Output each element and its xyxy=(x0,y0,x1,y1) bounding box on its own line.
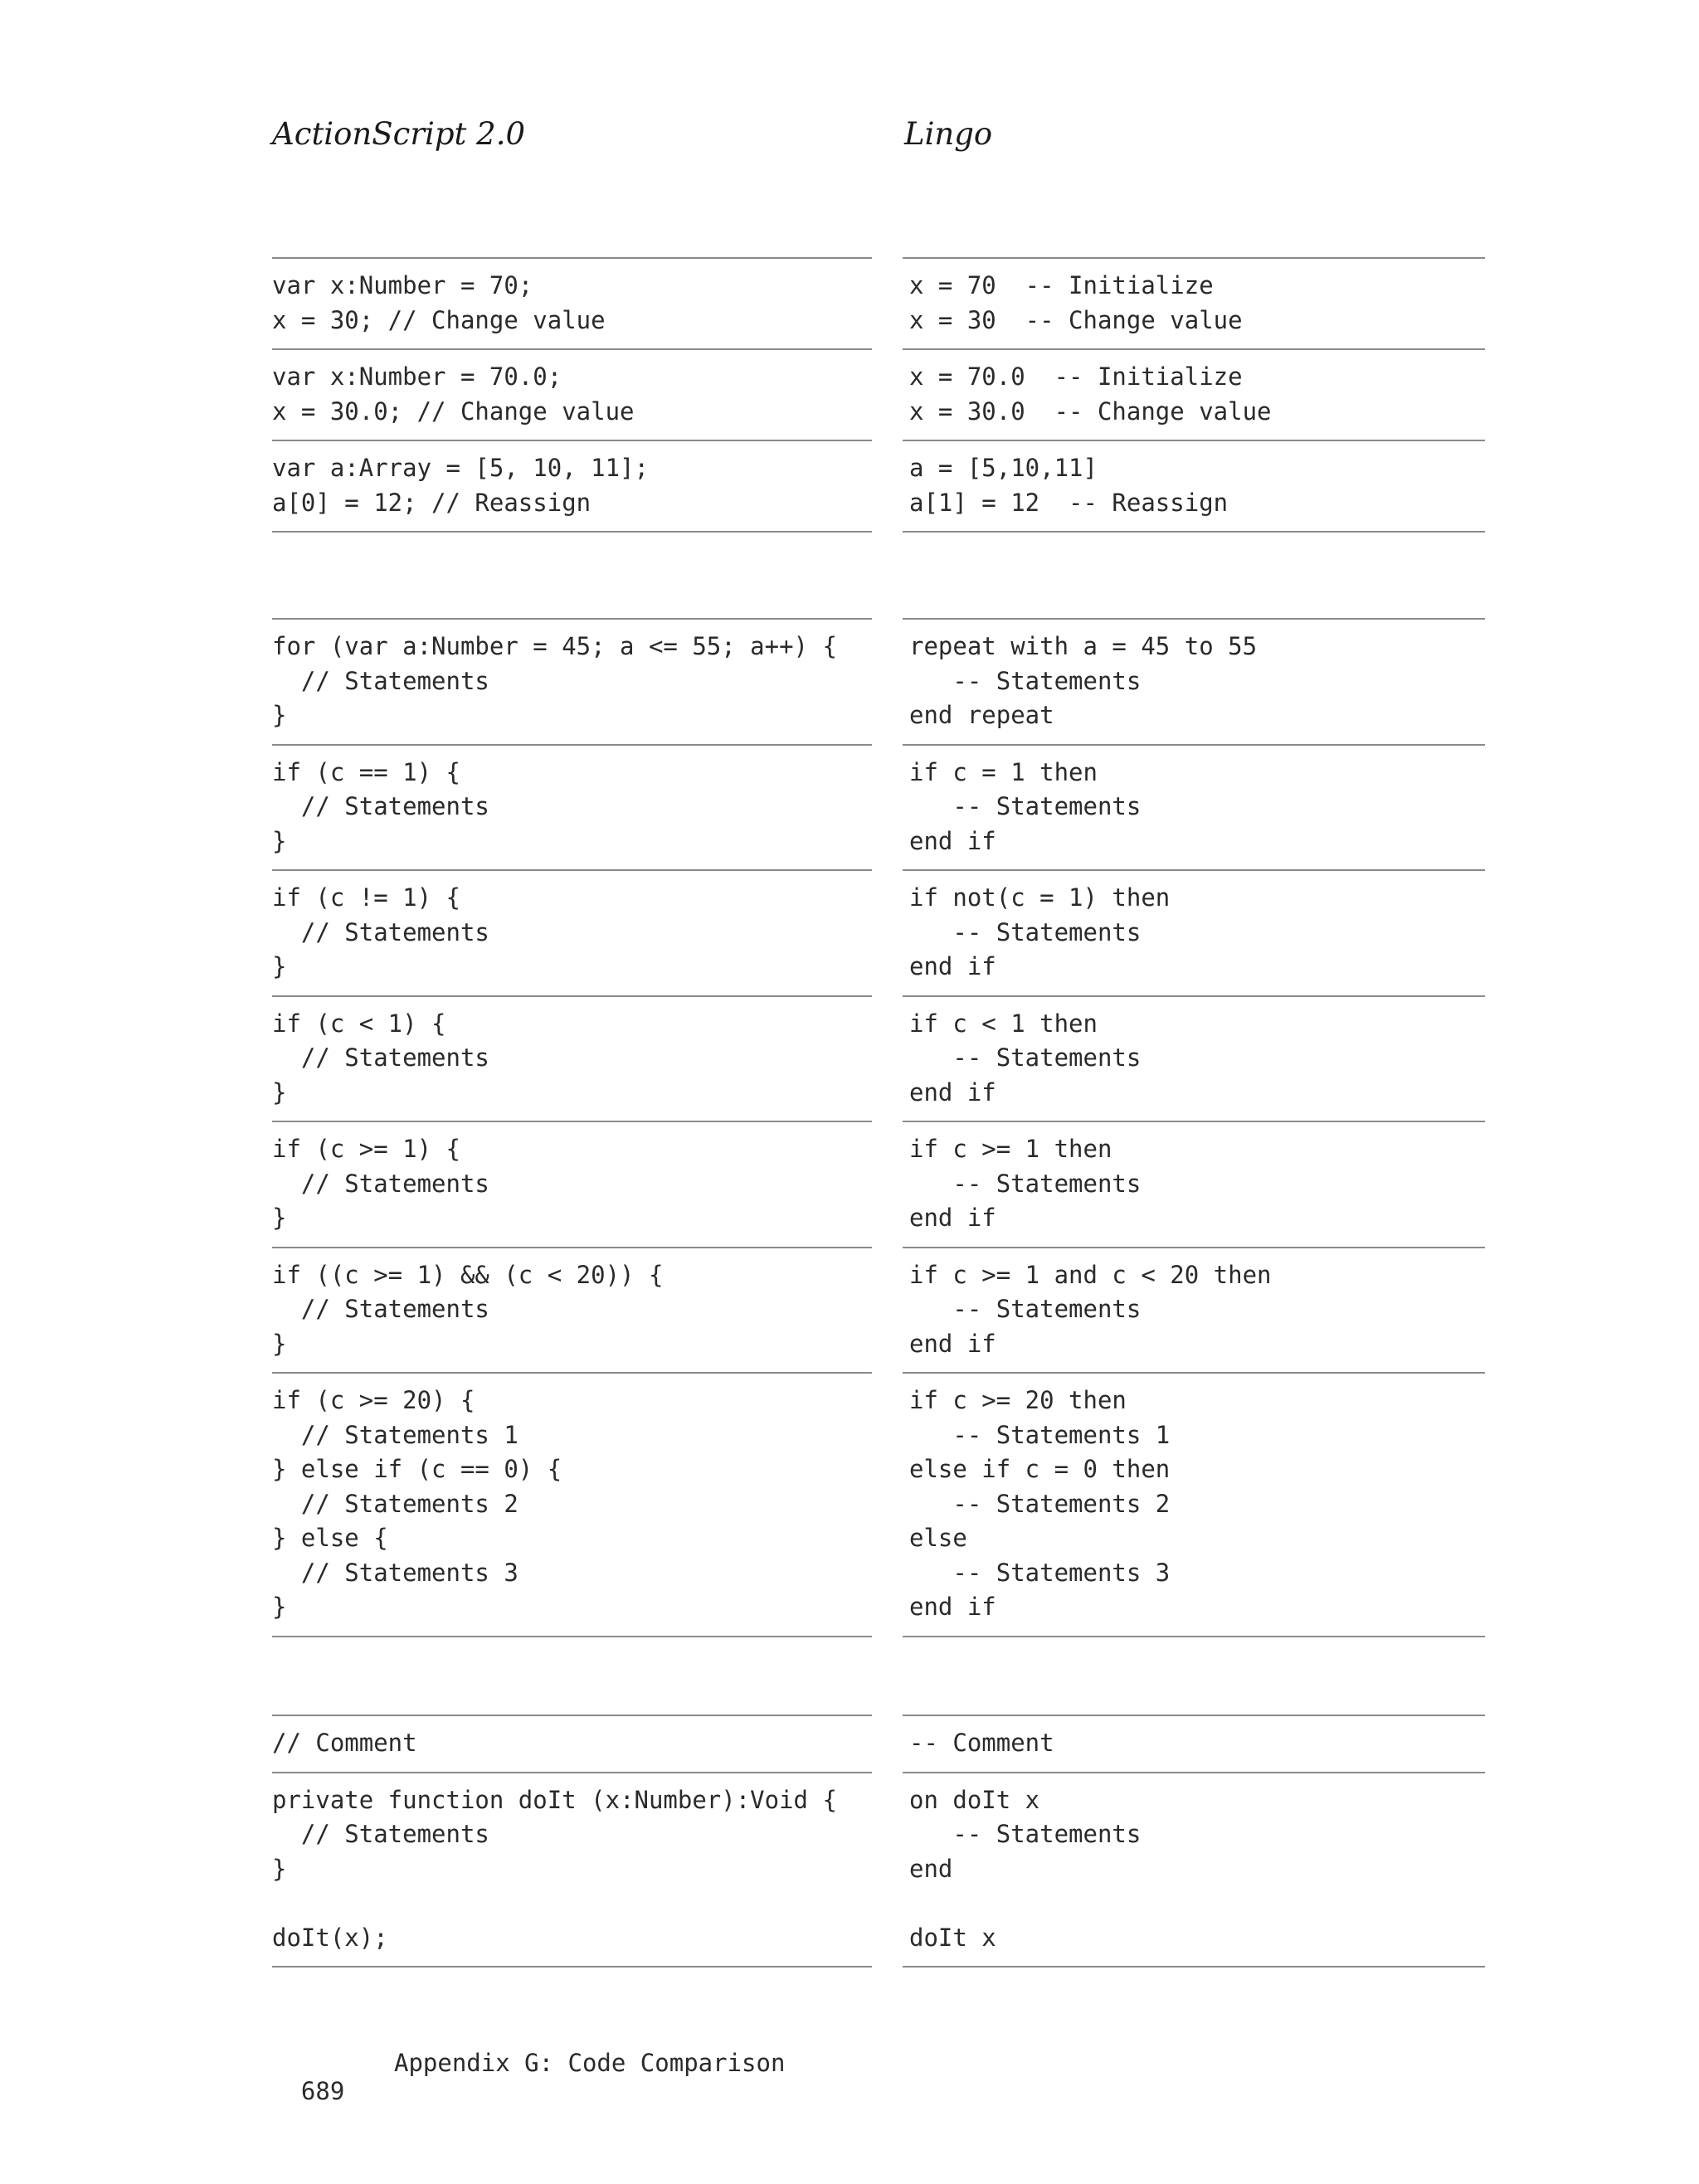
code-cell: -- Comment xyxy=(903,1716,1485,1773)
variables-table xyxy=(272,257,872,533)
code-cell: repeat with a = 45 to 55 -- Statements end repeat xyxy=(903,620,1485,746)
code-cell: private function doIt (x:Number):Void { // Statements } doIt(x); xyxy=(272,1773,872,1968)
code-cell: if (c >= 20) { // Statements 1 } else if (c == 0) { // Statements 2 } else { // Statements 3 } xyxy=(272,1374,872,1637)
code-cell: if (c != 1) { // Statements } xyxy=(272,871,872,997)
code-cell: x = 70 -- Initialize x = 30 -- Change value xyxy=(903,259,1485,350)
code-cell: for (var a:Number = 45; a <= 55; a++) { // Statements } xyxy=(272,620,872,746)
code-cell: if (c == 1) { // Statements } xyxy=(272,746,872,872)
variables-table xyxy=(903,257,1485,533)
code-cell: if c >= 1 and c < 20 then -- Statements end if xyxy=(903,1248,1485,1374)
code-cell: if (c >= 1) { // Statements } xyxy=(272,1122,872,1248)
code-cell: var a:Array = [5, 10, 11]; a[0] = 12; // Reassign xyxy=(272,441,872,533)
page-footer xyxy=(272,2049,786,2133)
code-cell: if c = 1 then -- Statements end if xyxy=(903,746,1485,872)
code-cell: var x:Number = 70.0; x = 30.0; // Change value xyxy=(272,350,872,441)
code-cell: a = [5,10,11] a[1] = 12 -- Reassign xyxy=(903,441,1485,533)
code-cell: if c >= 1 then -- Statements end if xyxy=(903,1122,1485,1248)
code-cell: var x:Number = 70; x = 30; // Change value xyxy=(272,259,872,350)
control-flow-table xyxy=(903,618,1485,1637)
functions-table xyxy=(272,1715,872,1968)
control-flow-table xyxy=(272,618,872,1637)
functions-table xyxy=(903,1715,1485,1968)
code-cell: if c < 1 then -- Statements end if xyxy=(903,997,1485,1123)
code-cell: if (c < 1) { // Statements } xyxy=(272,997,872,1123)
lingo-column-heading: Lingo xyxy=(904,116,993,152)
code-cell: x = 70.0 -- Initialize x = 30.0 -- Change value xyxy=(903,350,1485,441)
chapter-title: Appendix G: Code Comparison xyxy=(394,2049,786,2077)
code-cell: if c >= 20 then -- Statements 1 else if c = 0 then -- Statements 2 else -- Statements 3 end if xyxy=(903,1374,1485,1637)
actionscript-column-heading: ActionScript 2.0 xyxy=(272,116,525,152)
code-cell: on doIt x -- Statements end doIt x xyxy=(903,1773,1485,1968)
code-cell: if not(c = 1) then -- Statements end if xyxy=(903,871,1485,997)
code-cell: // Comment xyxy=(272,1716,872,1773)
code-cell: if ((c >= 1) && (c < 20)) { // Statements } xyxy=(272,1248,872,1374)
page-number: 689 xyxy=(300,2077,345,2105)
